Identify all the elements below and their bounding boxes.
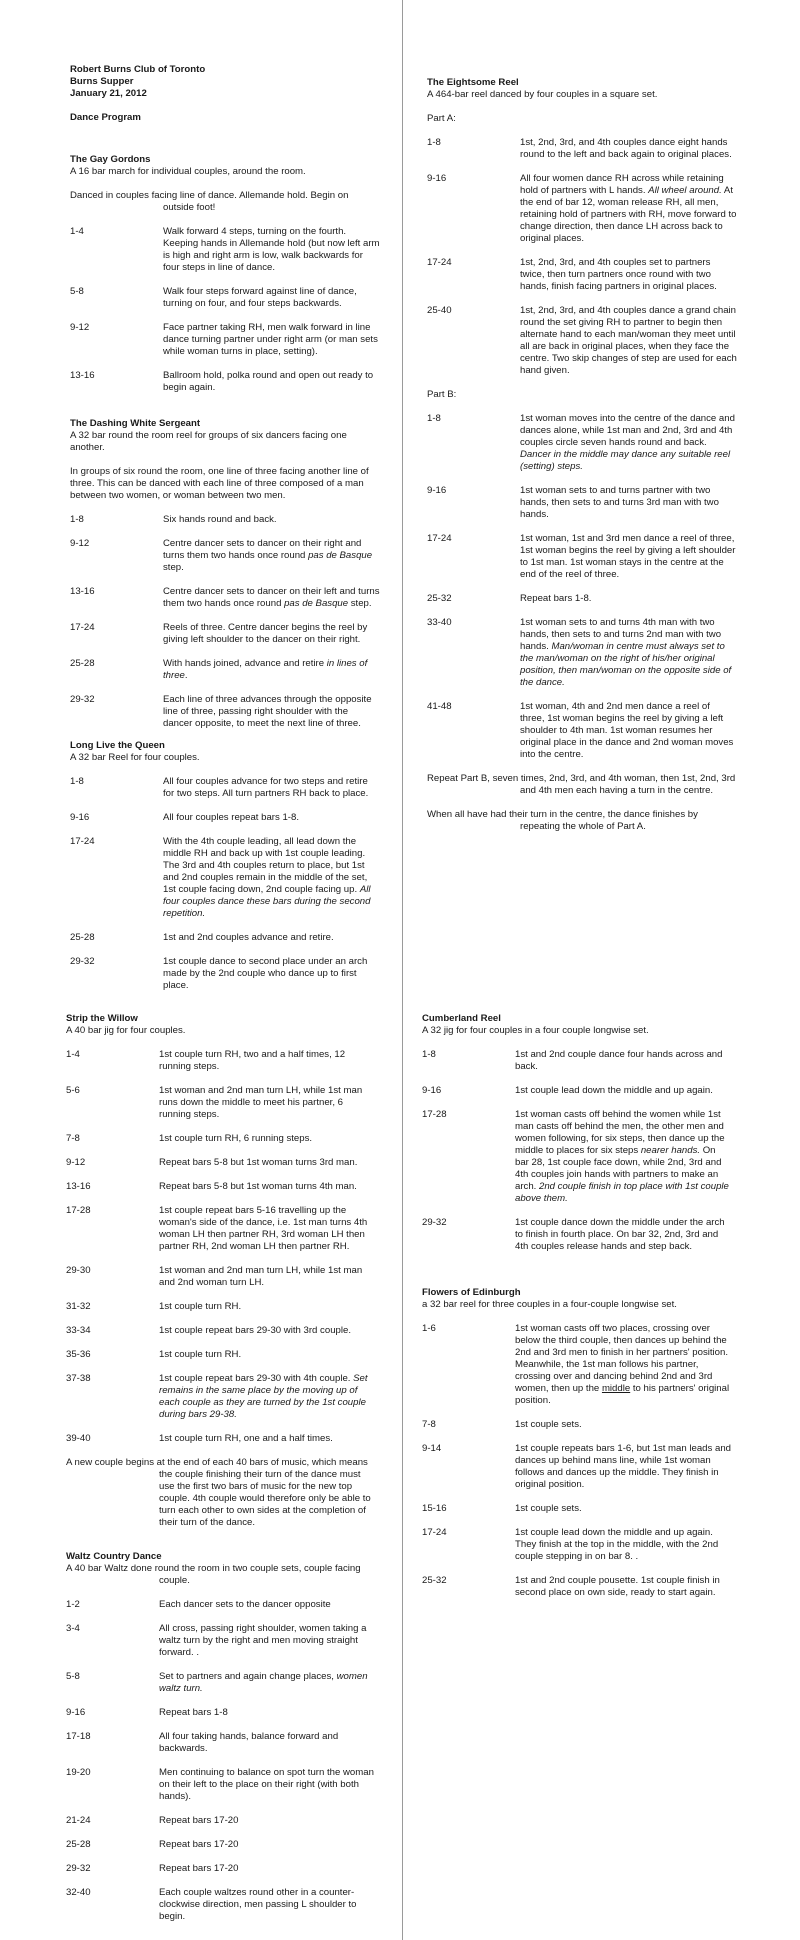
step-description [159, 1049, 376, 1073]
step-text: step. [348, 598, 372, 609]
step-text: 1st, 2nd, 3rd, and 4th couples set to partners twice, then turn partners once round with two hands, finish facing partners in original places. [520, 257, 717, 292]
step-bars: 5-8 [66, 1671, 80, 1682]
step-row [66, 1133, 376, 1145]
step-text: 1st woman sets to and turns partner with two hands, then sets to and turns 3rd man with two hands. [520, 485, 719, 520]
step-text: Ballroom hold, polka round and open out ready to begin again. [163, 370, 374, 393]
step-description [163, 932, 380, 944]
step-text: 1st couple turn RH. [159, 1301, 242, 1312]
step-description [163, 694, 380, 730]
step-text: step. [163, 562, 184, 573]
step-description [159, 1815, 376, 1827]
step-italic-note: Man/woman in centre must always set to the man/woman on the right of his/her original position, then man/woman on the opposite side of the dance. [520, 641, 732, 688]
step-row [66, 1671, 376, 1695]
step-row [70, 586, 380, 610]
step-text: 1st woman sets to and turns 4th man with two hands, then sets to and turns 2nd man with two hands. [520, 617, 722, 652]
step-italic-note: pas de Basque [284, 598, 349, 609]
step-text: Repeat bars 17-20 [159, 1839, 239, 1850]
step-list [70, 226, 380, 394]
step-description [520, 533, 737, 581]
step-description [159, 1707, 376, 1719]
step-row [427, 305, 737, 377]
step-description [159, 1133, 376, 1145]
step-bars: 17-24 [427, 257, 452, 268]
step-text: All four taking hands, balance forward and backwards. [159, 1731, 339, 1754]
step-text: Repeat bars 5-8 but 1st woman turns 3rd man. [159, 1157, 358, 1168]
step-text: 1st, 2nd, 3rd, and 4th couples dance a grand chain round the set giving RH to partner to begin then alternate hand to each man/woman they meet until all are back in original places, when they face the centre. Two skip changes of step are used for each hand given. [520, 305, 737, 376]
step-description [159, 1731, 376, 1755]
step-text: 1st couple dance down the middle under the arch to finish in fourth place. On bar 32, 2nd, 3rd and 4th couples release hands and step back. [515, 1217, 725, 1252]
step-description [520, 257, 737, 293]
club-name: Robert Burns Club of Toronto [70, 64, 206, 75]
step-italic-note: 2nd couple finish in top place with 1st couple above them. [515, 1181, 729, 1204]
step-row [70, 286, 380, 310]
step-row [66, 1181, 376, 1193]
step-description [159, 1325, 376, 1337]
step-row [422, 1575, 732, 1599]
step-italic-note: women waltz turn. [159, 1671, 368, 1694]
step-text: 1st woman moves into the centre of the dance and dances alone, while 1st man and 2nd, 3rd and 4th couples circle seven hands round and back. [520, 413, 735, 448]
step-row [427, 413, 737, 473]
step-text: Each couple waltzes round other in a counter-clockwise direction, men passing L shoulder to begin. [159, 1887, 357, 1922]
step-text: 1st couple repeat bars 5-16 travelling up the woman's side of the dance, i.e. 1st man turns 4th woman LH then partner RH, 3rd woman LH then partner RH, 2nd woman LH then partner RH. [159, 1205, 368, 1252]
step-row [66, 1373, 376, 1421]
dance-title: Strip the Willow [66, 1013, 138, 1024]
step-row [66, 1707, 376, 1719]
step-bars: 17-24 [427, 533, 452, 544]
step-bars: 1-8 [427, 413, 441, 424]
step-bars: 25-32 [422, 1575, 447, 1586]
step-text: . [184, 670, 188, 681]
step-text: 1st couple repeat bars 29-30 with 3rd couple. [159, 1325, 351, 1336]
step-description [515, 1049, 732, 1073]
step-text: to his partners' original position. [515, 1383, 730, 1406]
step-row [66, 1049, 376, 1073]
step-description [163, 514, 380, 526]
step-text: Centre dancer sets to dancer on their right and turns them two hands once round [163, 538, 362, 561]
step-text: Each dancer sets to the dancer opposite [159, 1599, 331, 1610]
step-text: 1st woman casts off two places, crossing over below the third couple, then dances up behind the 2nd and 3rd men to finish in her partners' position. Meanwhile, the 1st man follows his partner, crossing over and dancing behind 2nd and 3rd women, then up the [515, 1323, 729, 1394]
step-row [70, 226, 380, 274]
dance-intro: Danced in couples facing line of dance. Allemande hold. Begin on outside foot! [70, 190, 349, 213]
repeat-note: Repeat Part B, seven times, 2nd, 3rd, and 4th woman, then 1st, 2nd, 3rd and 4th men each having a turn in the centre. [427, 773, 736, 796]
step-row [422, 1503, 732, 1515]
step-text: 1st couple turn RH. [159, 1349, 242, 1360]
step-row [427, 173, 737, 245]
step-bars: 7-8 [66, 1133, 80, 1144]
dance-flowers-of-edinburgh [422, 1287, 732, 1599]
step-bars: 29-32 [70, 956, 95, 967]
step-row [422, 1443, 732, 1491]
step-italic-note: All four couples dance these bars during the second repetition. [163, 884, 371, 919]
step-text: 1st couple repeats bars 1-6, but 1st man leads and dances up behind mans line, while 1st woman follows and dances up the middle. They finish in original position. [515, 1443, 731, 1490]
dance-note: A new couple begins at the end of each 40 bars of music, which means the couple finishing their turn of the dance must use the first two bars of music for the new top couple. 4th couple would therefore only be able to turn each other to own sides at the completion of their turn of the dance. [66, 1457, 371, 1528]
step-list [70, 776, 380, 992]
step-row [66, 1265, 376, 1289]
step-list-part-a [427, 137, 737, 377]
step-bars: 17-24 [70, 622, 95, 633]
dance-title: The Gay Gordons [70, 154, 151, 165]
step-description [515, 1419, 732, 1431]
step-bars: 9-16 [70, 812, 90, 823]
step-bars: 5-6 [66, 1085, 80, 1096]
step-description [159, 1085, 376, 1121]
step-row [70, 370, 380, 394]
dance-title: Waltz Country Dance [66, 1551, 162, 1562]
step-description [159, 1181, 376, 1193]
step-row [66, 1205, 376, 1253]
step-bars: 9-12 [70, 322, 90, 333]
step-bars: 9-16 [427, 485, 447, 496]
step-description [520, 485, 737, 521]
step-bars: 29-32 [66, 1863, 91, 1874]
dance-title: Long Live the Queen [70, 740, 165, 751]
right-column-bottom [422, 1013, 732, 1611]
step-underlined: middle [601, 1383, 631, 1394]
part-a-label: Part A: [427, 113, 456, 124]
part-b-label: Part B: [427, 389, 457, 400]
step-row [70, 812, 380, 824]
step-text: 1st woman, 1st and 3rd men dance a reel of three, 1st woman begins the reel by giving a left shoulder to 1st man. 1st woman stays in the centre at the end of the reel of three. [520, 533, 736, 580]
finish-note: When all have had their turn in the centre, the dance finishes by repeating the whole of Part A. [427, 809, 698, 832]
step-italic-note: pas de Basque [308, 550, 373, 561]
step-row [66, 1887, 376, 1923]
dance-subtitle: A 32 jig for four couples in a four couple longwise set. [422, 1025, 649, 1036]
step-row [70, 622, 380, 646]
step-description [159, 1839, 376, 1851]
step-bars: 17-24 [422, 1527, 447, 1538]
step-description [159, 1433, 376, 1445]
step-description [159, 1349, 376, 1361]
step-row [427, 701, 737, 761]
step-text: Repeat bars 5-8 but 1st woman turns 4th man. [159, 1181, 357, 1192]
dance-strip-the-willow [66, 1013, 376, 1529]
step-description [520, 701, 737, 761]
step-row [70, 956, 380, 992]
step-bars: 5-8 [70, 286, 84, 297]
step-description [163, 812, 380, 824]
step-text: Centre dancer sets to dancer on their left and turns them two hands once round [163, 586, 380, 609]
step-text: 1st and 2nd couple dance four hands across and back. [515, 1049, 723, 1072]
step-row [427, 533, 737, 581]
step-description [163, 322, 380, 358]
step-text: 1st couple sets. [515, 1503, 582, 1514]
step-description [520, 173, 737, 245]
step-text: Face partner taking RH, men walk forward in line dance turning partner under right arm (or man sets while woman turns in place, setting). [163, 322, 378, 357]
step-text: 1st couple turn RH, 6 running steps. [159, 1133, 313, 1144]
step-text: Six hands round and back. [163, 514, 277, 525]
step-description [159, 1265, 376, 1289]
step-bars: 29-32 [70, 694, 95, 705]
step-row [66, 1599, 376, 1611]
step-list [66, 1599, 376, 1923]
step-text: 1st woman and 2nd man turn LH, while 1st man runs down the middle to meet his partner, 6 running steps. [159, 1085, 363, 1120]
step-row [427, 257, 737, 293]
step-row [70, 694, 380, 730]
step-bars: 25-28 [70, 932, 95, 943]
step-row [422, 1085, 732, 1097]
left-column-top [70, 64, 380, 1004]
step-bars: 25-28 [66, 1839, 91, 1850]
step-italic-note: Dancer in the middle may dance any suitable reel (setting) steps. [520, 449, 731, 472]
step-text: All four women dance RH across while retaining hold of partners with L hands. [520, 173, 724, 196]
dance-subtitle: A 32 bar Reel for four couples. [70, 752, 200, 763]
step-row [66, 1085, 376, 1121]
step-italic-note: Set remains in the same place by the moving up of each couple as they are turned by the 1st couple during bars 29-38. [159, 1373, 368, 1420]
program-title: Dance Program [70, 112, 141, 123]
dance-eightsome-reel [427, 77, 737, 833]
step-bars: 25-28 [70, 658, 95, 669]
step-description [163, 286, 380, 310]
step-description [163, 658, 380, 682]
step-description [515, 1443, 732, 1491]
step-bars: 29-32 [422, 1217, 447, 1228]
step-row [427, 617, 737, 689]
step-list [422, 1049, 732, 1253]
step-row [66, 1731, 376, 1755]
step-bars: 19-20 [66, 1767, 91, 1778]
step-row [422, 1323, 732, 1407]
step-row [66, 1301, 376, 1313]
step-list-part-b [427, 413, 737, 761]
step-text: At the end of bar 12, woman release RH, all men, retaining hold of partners with RH, move forward to change direction, then dance LH across back to original places. [520, 185, 737, 244]
step-text: Set to partners and again change places, [159, 1671, 337, 1682]
step-text: On bar 28, 1st couple face down, while 2nd, 3rd and 4th couples join hands with partners to make an arch. [515, 1145, 722, 1192]
step-text: 1st couple lead down the middle and up again. [515, 1085, 713, 1096]
dance-subtitle: A 40 bar Waltz done round the room in two couple sets, couple facing couple. [66, 1563, 361, 1586]
step-description [159, 1887, 376, 1923]
step-bars: 1-8 [70, 514, 84, 525]
step-bars: 35-36 [66, 1349, 91, 1360]
step-bars: 9-12 [66, 1157, 86, 1168]
step-description [520, 617, 737, 689]
left-column-bottom [66, 1013, 376, 1935]
step-text: 1st woman, 4th and 2nd men dance a reel of three, 1st woman begins the reel by giving a left shoulder to 4th man. 1st woman resumes her original place in the dance and 2nd woman moves into the centre. [520, 701, 734, 760]
step-description [515, 1109, 732, 1205]
step-bars: 33-40 [427, 617, 452, 628]
step-row [66, 1839, 376, 1851]
step-bars: 1-8 [70, 776, 84, 787]
dance-long-live-the-queen [70, 740, 380, 992]
step-row [70, 538, 380, 574]
step-text: 1st woman casts off behind the women while 1st man casts off behind the men, the other men and women following, for six steps, then dance up the middle to places for six steps [515, 1109, 725, 1156]
step-row [66, 1349, 376, 1361]
step-bars: 9-12 [70, 538, 90, 549]
step-text: Each line of three advances through the opposite line of three, passing right shoulder with the dancer opposite, to meet the next line of three. [163, 694, 372, 729]
step-text: With the 4th couple leading, all lead down the middle RH and back up with 1st couple leading. The 3rd and 4th couples return to place, but 1st and 2nd couples remain in the middle of the set, 1st couple facing down, 2nd couple facing up. [163, 836, 368, 895]
step-bars: 32-40 [66, 1887, 91, 1898]
step-row [427, 137, 737, 161]
dance-intro: In groups of six round the room, one line of three facing another line of three. This can be danced with each line of three composed of a man between two women, or woman between two men. [70, 466, 369, 501]
step-text: 1st woman and 2nd man turn LH, while 1st man and 2nd woman turn LH. [159, 1265, 363, 1288]
step-description [515, 1085, 732, 1097]
step-bars: 25-32 [427, 593, 452, 604]
step-text: Repeat bars 1-8 [159, 1707, 228, 1718]
step-description [163, 622, 380, 646]
step-bars: 7-8 [422, 1419, 436, 1430]
step-bars: 13-16 [70, 370, 95, 381]
step-text: Repeat bars 17-20 [159, 1863, 239, 1874]
step-bars: 9-16 [422, 1085, 442, 1096]
step-bars: 17-28 [422, 1109, 447, 1120]
step-row [70, 514, 380, 526]
step-row [422, 1049, 732, 1073]
dance-gay-gordons [70, 154, 380, 394]
step-text: 1st couple repeat bars 29-30 with 4th couple. [159, 1373, 354, 1384]
dance-title: Cumberland Reel [422, 1013, 501, 1024]
step-list [66, 1049, 376, 1445]
step-text: 1st and 2nd couple pousette. 1st couple finish in second place on own side, ready to start again. [515, 1575, 720, 1598]
step-row [66, 1433, 376, 1445]
step-row [70, 776, 380, 800]
step-text: 1st couple sets. [515, 1419, 582, 1430]
step-bars: 1-2 [66, 1599, 80, 1610]
step-text: All cross, passing right shoulder, women taking a waltz turn by the right and men moving straight forward. . [159, 1623, 367, 1658]
step-bars: 17-24 [70, 836, 95, 847]
step-description [163, 776, 380, 800]
step-description [520, 137, 737, 161]
step-description [159, 1671, 376, 1695]
step-bars: 25-40 [427, 305, 452, 316]
step-description [159, 1599, 376, 1611]
step-row [70, 322, 380, 358]
dance-subtitle: a 32 bar reel for three couples in a four-couple longwise set. [422, 1299, 677, 1310]
step-row [66, 1325, 376, 1337]
step-description [515, 1575, 732, 1599]
step-description [159, 1157, 376, 1169]
step-row [427, 593, 737, 605]
step-list [422, 1323, 732, 1599]
step-row [427, 485, 737, 521]
dance-subtitle: A 464-bar reel danced by four couples in a square set. [427, 89, 658, 100]
step-bars: 21-24 [66, 1815, 91, 1826]
step-row [422, 1217, 732, 1253]
step-bars: 1-6 [422, 1323, 436, 1334]
step-text: 1st couple turn RH, one and a half times. [159, 1433, 333, 1444]
step-bars: 31-32 [66, 1301, 91, 1312]
step-text: Repeat bars 17-20 [159, 1815, 239, 1826]
step-row [66, 1815, 376, 1827]
step-text: All four couples repeat bars 1-8. [163, 812, 299, 823]
step-description [515, 1527, 732, 1563]
dance-subtitle: A 16 bar march for individual couples, around the room. [70, 166, 306, 177]
step-row [66, 1157, 376, 1169]
step-row [70, 932, 380, 944]
step-bars: 1-4 [66, 1049, 80, 1060]
step-text: 1st couple dance to second place under an arch made by the 2nd couple who dance up to first place. [163, 956, 368, 991]
step-description [515, 1323, 732, 1407]
step-description [163, 370, 380, 394]
right-column-top [427, 77, 737, 845]
step-row [70, 658, 380, 682]
step-bars: 17-28 [66, 1205, 91, 1216]
step-text: Repeat bars 1-8. [520, 593, 592, 604]
step-italic-note: nearer hands. [640, 1145, 701, 1156]
step-description [159, 1623, 376, 1659]
step-row [422, 1419, 732, 1431]
step-row [66, 1767, 376, 1803]
step-bars: 1-4 [70, 226, 84, 237]
step-text: 1st, 2nd, 3rd, and 4th couples dance eight hands round to the left and back again to original places. [520, 137, 732, 160]
step-description [520, 305, 737, 377]
step-description [159, 1373, 376, 1421]
step-description [163, 836, 380, 920]
step-row [422, 1109, 732, 1205]
step-text: Reels of three. Centre dancer begins the reel by giving left shoulder to the dancer on their right. [163, 622, 368, 645]
event-name: Burns Supper [70, 76, 134, 87]
step-text: Walk four steps forward against line of dance, turning on four, and four steps backwards. [163, 286, 357, 309]
step-bars: 9-16 [427, 173, 447, 184]
dance-dashing-white-sergeant [70, 418, 380, 730]
step-description [159, 1301, 376, 1313]
step-text: Walk forward 4 steps, turning on the fourth. Keeping hands in Allemande hold (but now left arm is high and right arm is low, walk backwards for four steps in line of dance. [163, 226, 380, 273]
page-divider [402, 0, 403, 1940]
event-date: January 21, 2012 [70, 88, 147, 99]
step-bars: 17-18 [66, 1731, 91, 1742]
step-text: All four couples advance for two steps and retire for two steps. All turn partners RH back to place. [163, 776, 369, 799]
step-italic-note: All wheel around. [648, 185, 722, 196]
step-description [159, 1863, 376, 1875]
step-bars: 13-16 [66, 1181, 91, 1192]
step-text: 1st and 2nd couples advance and retire. [163, 932, 334, 943]
step-bars: 9-16 [66, 1707, 86, 1718]
step-bars: 3-4 [66, 1623, 80, 1634]
step-bars: 15-16 [422, 1503, 447, 1514]
step-bars: 13-16 [70, 586, 95, 597]
step-text: Men continuing to balance on spot turn the woman on their left to the place on their right (with both hands). [159, 1767, 374, 1802]
step-bars: 1-8 [427, 137, 441, 148]
step-row [66, 1863, 376, 1875]
step-bars: 41-48 [427, 701, 452, 712]
dance-title: The Eightsome Reel [427, 77, 519, 88]
step-text: With hands joined, advance and retire [163, 658, 327, 669]
step-description [520, 413, 737, 473]
step-description [159, 1205, 376, 1253]
step-bars: 9-14 [422, 1443, 442, 1454]
dance-subtitle: A 40 bar jig for four couples. [66, 1025, 186, 1036]
dance-title: Flowers of Edinburgh [422, 1287, 521, 1298]
step-list [70, 514, 380, 730]
step-description [515, 1217, 732, 1253]
step-description [163, 586, 380, 610]
step-text: 1st couple turn RH, two and a half times, 12 running steps. [159, 1049, 346, 1072]
step-bars: 37-38 [66, 1373, 91, 1384]
step-description [159, 1767, 376, 1803]
step-bars: 1-8 [422, 1049, 436, 1060]
dance-waltz-country-dance [66, 1551, 376, 1923]
document-header [70, 64, 380, 100]
step-row [66, 1623, 376, 1659]
step-description [163, 226, 380, 274]
step-italic-note: in lines of three [163, 658, 368, 681]
step-description [520, 593, 737, 605]
step-row [70, 836, 380, 920]
dance-cumberland-reel [422, 1013, 732, 1253]
step-text: 1st couple lead down the middle and up again. They finish at the top in the middle, with the 2nd couple stepping in on bar 8. . [515, 1527, 719, 1562]
step-bars: 33-34 [66, 1325, 91, 1336]
dance-title: The Dashing White Sergeant [70, 418, 201, 429]
step-description [515, 1503, 732, 1515]
step-bars: 29-30 [66, 1265, 91, 1276]
step-bars: 39-40 [66, 1433, 91, 1444]
dance-subtitle: A 32 bar round the room reel for groups of six dancers facing one another. [70, 430, 347, 453]
step-row [422, 1527, 732, 1563]
step-description [163, 538, 380, 574]
step-description [163, 956, 380, 992]
